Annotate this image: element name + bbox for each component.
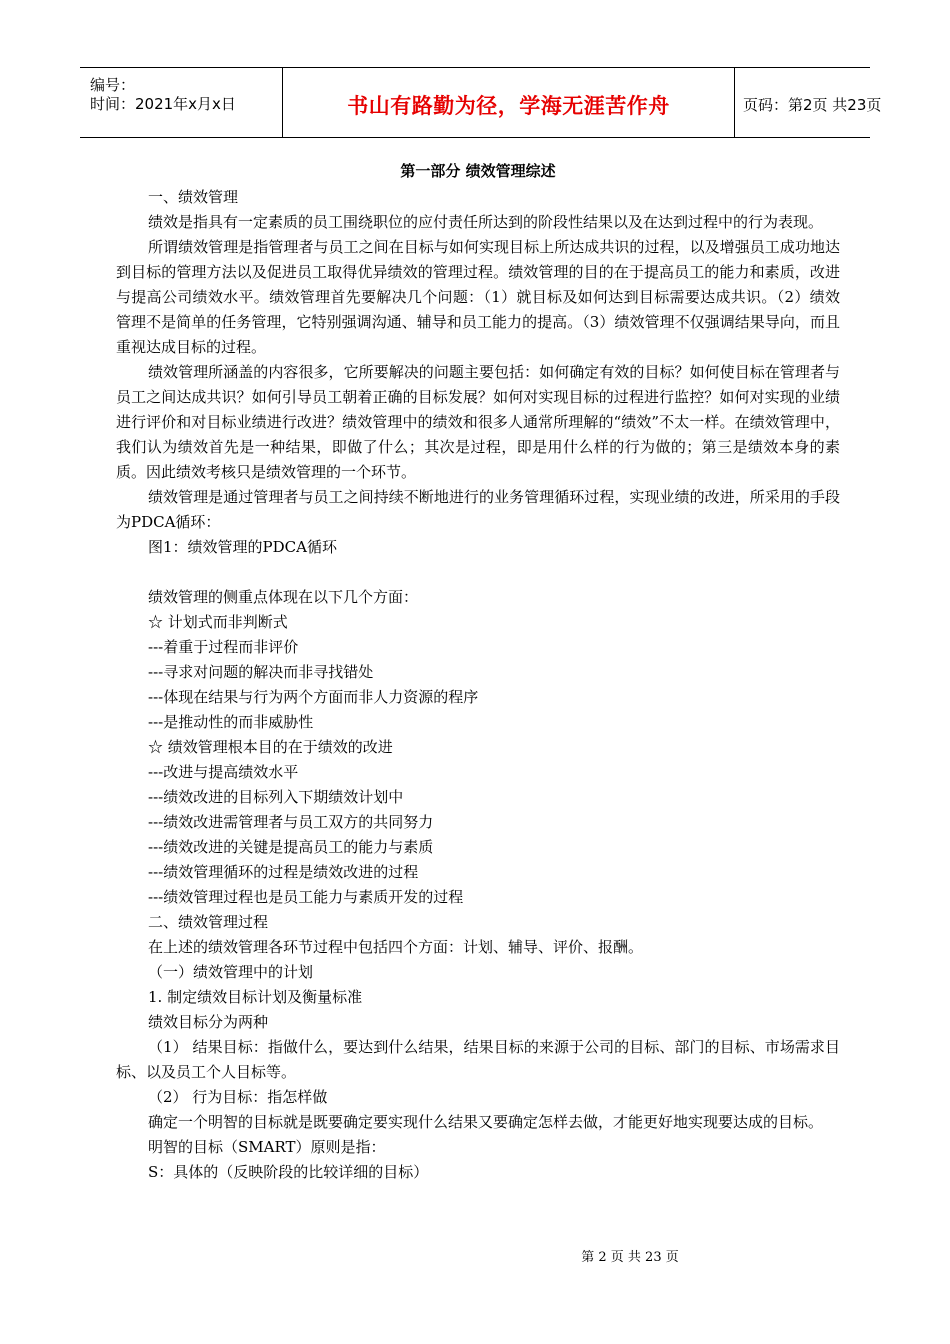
header-table [80,67,882,138]
header-motto: 书山有路勤为径，学海无涯苦作舟 [347,94,670,118]
paragraph-pdca: 绩效管理是通过管理者与员工之间持续不断地进行的业务管理循环过程，实现业绩的改进，所采用的手段为PDCA循环： [116,488,840,531]
goal-result: （1） 结果目标：指做什么，要达到什么结果，结果目标的来源于公司的目标、部门的目标、市场需求目标、以及员工个人目标等。 [116,1038,840,1081]
section-title: 第一部分 绩效管理综述 [400,162,556,180]
document-date-label: 时间：2021年x月x日 [90,95,236,113]
smart-s: S：具体的（反映阶段的比较详细的目标） [148,1163,429,1181]
list-item: ☆ 绩效管理根本目的在于绩效的改进 [148,738,393,756]
process-intro: 在上述的绩效管理各环节过程中包括四个方面：计划、辅导、评价、报酬。 [148,938,644,956]
list-item: ---体现在结果与行为两个方面而非人力资源的程序 [148,688,479,706]
list-item: ---是推动性的而非威胁性 [148,713,314,731]
header-right-cell [734,68,882,137]
list-item: ---改进与提高绩效水平 [148,763,299,781]
list-item: ---寻求对问题的解决而非寻找错处 [148,663,374,681]
goal-behavior: （2） 行为目标：指怎样做 [148,1088,328,1106]
focus-intro: 绩效管理的侧重点体现在以下几个方面： [148,588,419,606]
smart-paragraph: 确定一个明智的目标就是既要确定要实现什么结果又要确定怎样去做，才能更好地实现要达成的目标。 [148,1113,824,1131]
list-item: ---绩效改进的目标列入下期绩效计划中 [148,788,404,806]
paragraph-management-definition: 所谓绩效管理是指管理者与员工之间在目标与如何实现目标上所达成共识的过程，以及增强员工成功地达到目标的管理方法以及促进员工取得优异绩效的管理过程。绩效管理的目的在于提高员工的能力和素质，改进与提高公司绩效水平。绩效管理首先要解决几个问题：（1）就目标及如何达到目标需要达成共识。（2）绩效管理不是简单的任务管理，它特别强调沟通、辅导和员工能力的提高。（3）绩效管理不仅强调结果导向，而且重视达成目标的过程。 [116,238,840,356]
figure-placeholder [116,560,840,585]
list-item: ---绩效改进的关键是提高员工的能力与素质 [148,838,434,856]
figure-caption: 图1：绩效管理的PDCA循环 [148,538,337,556]
heading-process: 二、绩效管理过程 [148,913,269,931]
subheading-goal-plan: 1. 制定绩效目标计划及衡量标准 [148,988,363,1006]
list-item: ---绩效管理过程也是员工能力与素质开发的过程 [148,888,464,906]
heading-performance-management: 一、绩效管理 [148,188,239,206]
list-item: ---绩效改进需管理者与员工双方的共同努力 [148,813,434,831]
subheading-planning: （一）绩效管理中的计划 [148,963,314,981]
goal-types-intro: 绩效目标分为两种 [148,1013,269,1031]
paragraph-scope: 绩效管理所涵盖的内容很多，它所要解决的问题主要包括：如何确定有效的目标？如何使目标在管理者与员工之间达成共识？如何引导员工朝着正确的目标发展？如何对实现目标的过程进行监控？如何对实现的业绩进行评价和对目标业绩进行改进？绩效管理中的绩效和很多人通常所理解的“绩效”不太一样。在绩效管理中，我们认为绩效首先是一种结果，即做了什么；其次是过程，即是用什么样的行为做的；第三是绩效本身的素质。因此绩效考核只是绩效管理的一个环节。 [116,363,840,481]
header-middle-cell [282,68,735,137]
document-body [116,158,840,1185]
list-item: ☆ 计划式而非判断式 [148,613,288,631]
header-left-cell [80,68,282,137]
header-page-label: 页码：第2页 共23页 [743,96,882,114]
smart-intro: 明智的目标（SMART）原则是指： [148,1138,386,1156]
page-footer: 第 2 页 共 23 页 [581,1250,679,1265]
list-item: ---绩效管理循环的过程是绩效改进的过程 [148,863,419,881]
document-number-label: 编号： [90,76,136,94]
paragraph-definition: 绩效是指具有一定素质的员工围绕职位的应付责任所达到的阶段性结果以及在达到过程中的行为表现。 [148,213,824,231]
list-item: ---着重于过程而非评价 [148,638,299,656]
